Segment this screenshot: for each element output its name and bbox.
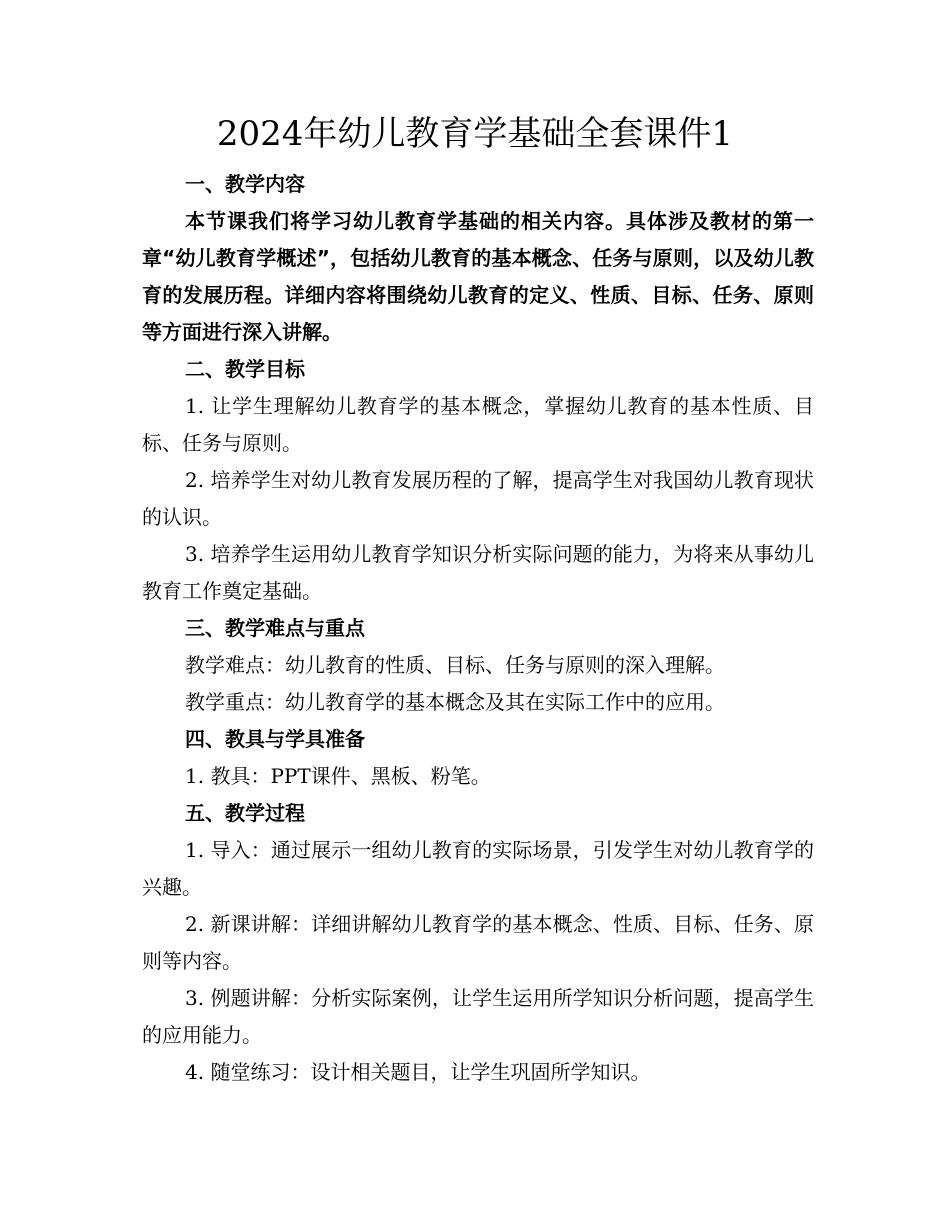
list-item-teaching-aid: 1. 教具：PPT课件、黑板、粉笔。 [185, 764, 491, 788]
list-item-difficulty: 教学难点：幼儿教育的性质、目标、任务与原则的深入理解。 [185, 653, 725, 677]
section-heading-difficulties-key-points: 三、教学难点与重点 [185, 616, 365, 640]
section-paragraph-teaching-content: 本节课我们将学习幼儿教育学基础的相关内容。具体涉及教材的第一章“幼儿教育学概述”，包括幼儿教育的基本概念、任务与原则，以及幼儿教育的发展历程。详细内容将围绕幼儿教育的定义、性质、目标、任务、原则等方面进行深入讲解。 [142, 209, 814, 344]
list-item-key-point: 教学重点：幼儿教育学的基本概念及其在实际工作中的应用。 [185, 690, 725, 714]
section-heading-teaching-process: 五、教学过程 [185, 801, 305, 825]
list-item-process-2: 2. 新课讲解：详细讲解幼儿教育学的基本概念、性质、目标、任务、原则等内容。 [142, 912, 814, 973]
list-item-goal-1: 1. 让学生理解幼儿教育学的基本概念，掌握幼儿教育的基本性质、目标、任务与原则。 [142, 394, 814, 455]
list-item-goal-2: 2. 培养学生对幼儿教育发展历程的了解，提高学生对我国幼儿教育现状的认识。 [142, 468, 814, 529]
list-item-goal-3: 3. 培养学生运用幼儿教育学知识分析实际问题的能力，为将来从事幼儿教育工作奠定基础。 [142, 542, 814, 603]
document-title: 2024年幼儿教育学基础全套课件1 [216, 114, 734, 154]
section-heading-teaching-aids: 四、教具与学具准备 [185, 727, 365, 751]
list-item-process-1: 1. 导入：通过展示一组幼儿教育的实际场景，引发学生对幼儿教育学的兴趣。 [142, 838, 814, 899]
list-item-process-3: 3. 例题讲解：分析实际案例，让学生运用所学知识分析问题，提高学生的应用能力。 [142, 986, 814, 1047]
list-item-process-4: 4. 随堂练习：设计相关题目，让学生巩固所学知识。 [185, 1060, 651, 1084]
document-body [142, 166, 814, 1091]
section-heading-teaching-content: 一、教学内容 [185, 172, 305, 196]
section-heading-teaching-goals: 二、教学目标 [185, 357, 305, 381]
